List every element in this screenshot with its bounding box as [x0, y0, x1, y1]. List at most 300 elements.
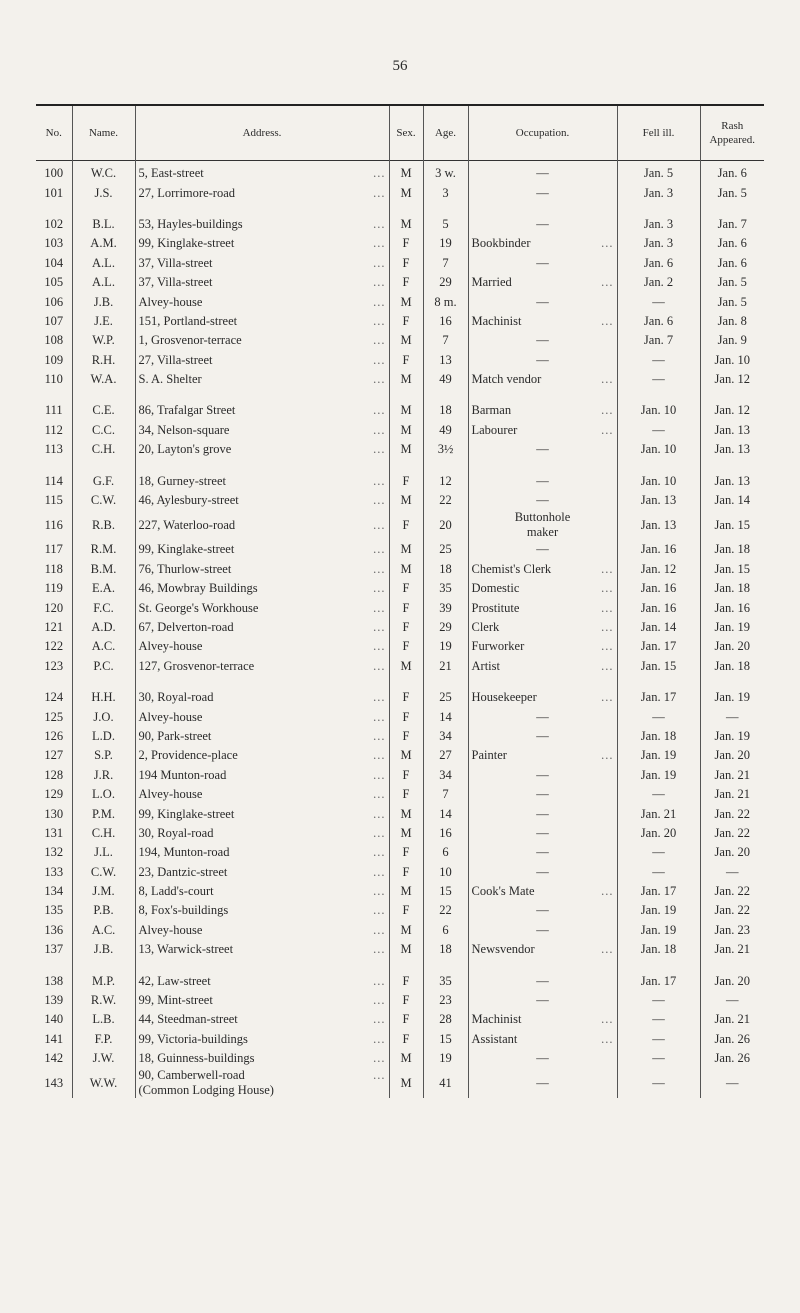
sex-value: F [402, 639, 410, 654]
cell-address [135, 901, 389, 920]
cell-no [36, 882, 72, 901]
patient-initials: R.H. [91, 352, 116, 367]
cell-no [36, 471, 72, 490]
cell-name [72, 351, 135, 370]
rash-date: Jan. 12 [714, 372, 750, 387]
cell-occupation [468, 657, 617, 676]
cell-rash [700, 727, 764, 746]
leader-dots: ... [373, 493, 386, 508]
occupation-text: Newsvendor [471, 942, 535, 957]
patient-initials: B.M. [90, 561, 117, 576]
case-number: 112 [44, 422, 63, 437]
cell-name [72, 727, 135, 746]
table-row [36, 746, 764, 765]
case-number: 101 [44, 185, 64, 200]
rash-date: Jan. 10 [714, 352, 750, 367]
cell-name [72, 491, 135, 510]
cell-address [135, 471, 389, 490]
address-text: Alvey-house [138, 639, 203, 654]
occupation-line: Buttonhole [514, 510, 571, 525]
sex-value: M [400, 372, 412, 387]
cell-no [36, 560, 72, 579]
case-number: 121 [44, 620, 64, 634]
spacer-cell [72, 959, 135, 971]
patient-initials: G.F. [92, 473, 115, 488]
rash-date: Jan. 16 [714, 600, 750, 615]
cell-sex [389, 183, 423, 202]
cell-address [135, 440, 389, 459]
leader-dots: ... [373, 690, 386, 705]
cell-fell-ill [617, 1030, 700, 1049]
cell-fell-ill [617, 863, 700, 882]
address-text: 8, Fox's-buildings [138, 903, 229, 918]
cell-fell-ill [617, 940, 700, 959]
cell-name [72, 637, 135, 656]
leader-dots: ... [373, 1012, 386, 1027]
cell-no [36, 940, 72, 959]
spacer-cell [423, 203, 468, 215]
cell-age [423, 598, 468, 617]
cell-address [135, 421, 389, 440]
page-number: 56 [392, 58, 408, 74]
address-text: 44, Steedman-street [138, 1012, 238, 1027]
cell-fell-ill [617, 921, 700, 940]
cell-no [36, 657, 72, 676]
age-value: 16 [439, 825, 452, 840]
cell-address [135, 824, 389, 843]
cell-name [72, 921, 135, 940]
sex-value: F [402, 864, 410, 879]
cell-no [36, 707, 72, 726]
patient-initials: W.A. [90, 372, 117, 387]
leader-dots: ... [373, 333, 386, 348]
cell-sex [389, 863, 423, 882]
cell-occupation [468, 254, 617, 273]
rash-date: Jan. 18 [714, 542, 750, 557]
leader-dots: ... [373, 372, 386, 387]
case-number: 136 [44, 922, 64, 937]
age-value: 21 [439, 658, 452, 673]
header-name: Name. [72, 106, 135, 160]
fell-ill-date: Jan. 17 [640, 973, 677, 988]
address-text: 8, Ladd's-court [138, 884, 214, 899]
cell-sex [389, 579, 423, 598]
address-text: 99, Mint-street [138, 993, 213, 1008]
rash-date: Jan. 13 [714, 473, 750, 488]
rash-date: Jan. 13 [714, 422, 750, 437]
cell-name [72, 273, 135, 292]
fell-ill-date: Jan. 3 [643, 185, 674, 200]
cell-name [72, 560, 135, 579]
fell-ill-date: Jan. 10 [640, 403, 677, 418]
leader-dots: ... [373, 216, 386, 231]
occupation-text: — [536, 845, 549, 860]
fell-ill-date: Jan. 15 [640, 658, 677, 673]
leader-dots: ... [601, 658, 614, 673]
cell-occupation [468, 215, 617, 234]
table-row [36, 882, 764, 901]
leader-dots: ... [373, 728, 386, 743]
table-row [36, 991, 764, 1010]
patient-initials: C.E. [92, 403, 115, 418]
spacer-cell [135, 959, 389, 971]
cell-fell-ill [617, 312, 700, 331]
cell-fell-ill [617, 882, 700, 901]
table-row [36, 579, 764, 598]
spacer-cell [617, 959, 700, 971]
occupation-text: — [536, 825, 549, 840]
cell-rash [700, 843, 764, 862]
cell-occupation [468, 471, 617, 490]
patient-initials: L.O. [92, 787, 115, 802]
cell-name [72, 370, 135, 389]
cell-fell-ill [617, 598, 700, 617]
leader-dots: ... [373, 442, 386, 457]
address-text: 76, Thurlow-street [138, 561, 232, 576]
cell-occupation [468, 804, 617, 823]
age-value: 29 [439, 275, 452, 290]
sex-value: M [400, 216, 412, 231]
address-text: 27, Villa-street [138, 352, 213, 367]
rash-date: Jan. 23 [714, 922, 750, 937]
table-row [36, 921, 764, 940]
rash-date: Jan. 26 [714, 1031, 750, 1046]
fell-ill-date: Jan. 17 [640, 639, 677, 654]
age-value: 19 [439, 1051, 452, 1066]
table-row [36, 401, 764, 420]
sex-value: F [402, 473, 410, 488]
cell-no [36, 991, 72, 1010]
cell-address [135, 510, 389, 540]
patient-initials: J.S. [94, 185, 113, 200]
leader-dots: ... [373, 1051, 386, 1066]
cell-occupation [468, 1049, 617, 1068]
age-value: 22 [439, 493, 452, 508]
sex-value: F [402, 620, 410, 634]
cell-address [135, 1010, 389, 1029]
leader-dots: ... [373, 845, 386, 860]
fell-ill-date: Jan. 2 [643, 275, 674, 290]
fell-ill-date: — [652, 787, 665, 802]
address-text: 99, Kinglake-street [138, 236, 235, 251]
case-number: 124 [44, 690, 64, 705]
leader-dots: ... [601, 236, 614, 251]
leader-dots: ... [373, 825, 386, 840]
occupation-text: — [536, 864, 549, 879]
cell-address [135, 331, 389, 350]
leader-dots: ... [373, 403, 386, 418]
sex-value: M [400, 333, 412, 348]
sex-value: M [400, 748, 412, 763]
sex-value: F [402, 275, 410, 290]
cell-rash [700, 215, 764, 234]
cell-age [423, 1068, 468, 1098]
spacer-cell [389, 676, 423, 688]
cell-sex [389, 254, 423, 273]
fell-ill-date: — [652, 294, 665, 309]
case-number: 137 [44, 942, 64, 957]
cell-sex [389, 746, 423, 765]
address-text: 1, Grosvenor-terrace [138, 333, 242, 348]
cell-no [36, 921, 72, 940]
fell-ill-date: — [652, 845, 665, 860]
rash-date: Jan. 22 [714, 806, 750, 821]
cell-name [72, 254, 135, 273]
cell-no [36, 785, 72, 804]
spacer-cell [72, 389, 135, 401]
sex-value: M [400, 442, 412, 457]
table-row [36, 785, 764, 804]
address-text: 151, Portland-street [138, 313, 238, 328]
cell-occupation [468, 331, 617, 350]
occupation-text: — [536, 1075, 549, 1090]
patient-initials: J.B. [93, 942, 114, 957]
cell-occupation [468, 766, 617, 785]
patient-initials: R.M. [90, 542, 117, 557]
rash-date: Jan. 22 [714, 884, 750, 899]
occupation-text: Machinist [471, 313, 522, 328]
table-row [36, 273, 764, 292]
cell-sex [389, 1010, 423, 1029]
address-text: 18, Gurney-street [138, 473, 226, 488]
cell-rash [700, 421, 764, 440]
fell-ill-date: Jan. 10 [640, 442, 677, 457]
sex-value: F [402, 600, 410, 615]
cell-address [135, 254, 389, 273]
address-text: Alvey-house [138, 787, 203, 802]
address-text: 37, Villa-street [138, 255, 213, 270]
rash-date: Jan. 12 [714, 403, 750, 418]
cell-fell-ill [617, 746, 700, 765]
sex-value: M [400, 825, 412, 840]
table-row [36, 351, 764, 370]
table-row [36, 440, 764, 459]
cell-age [423, 921, 468, 940]
leader-dots: ... [601, 639, 614, 654]
sex-value: M [400, 942, 412, 957]
cell-age [423, 688, 468, 707]
cell-sex [389, 1068, 423, 1098]
case-number: 108 [44, 333, 64, 348]
occupation-text: Machinist [471, 1012, 522, 1027]
cell-address [135, 351, 389, 370]
leader-dots: ... [373, 275, 386, 290]
cell-age [423, 254, 468, 273]
cell-fell-ill [617, 657, 700, 676]
cell-sex [389, 351, 423, 370]
occupation-text: — [536, 767, 549, 782]
cell-fell-ill [617, 401, 700, 420]
rash-date: — [726, 709, 739, 724]
leader-dots: ... [601, 313, 614, 328]
cell-name [72, 1068, 135, 1098]
cell-fell-ill [617, 901, 700, 920]
smallpox-cases-table [36, 106, 764, 1098]
cell-age [423, 804, 468, 823]
address-text: 99, Victoria-buildings [138, 1031, 248, 1046]
cell-sex [389, 921, 423, 940]
cell-sex [389, 637, 423, 656]
patient-initials: W.P. [92, 333, 115, 348]
occupation-text: Bookbinder [471, 236, 531, 251]
patient-initials: W.W. [89, 1075, 118, 1090]
cell-sex [389, 312, 423, 331]
fell-ill-date: — [652, 372, 665, 387]
cell-rash [700, 160, 764, 183]
cell-rash [700, 183, 764, 202]
fell-ill-date: Jan. 14 [640, 620, 677, 634]
cell-rash [700, 882, 764, 901]
patient-initials: E.A. [92, 581, 115, 596]
sex-value: M [400, 422, 412, 437]
case-number: 140 [44, 1012, 64, 1027]
table-row [36, 804, 764, 823]
header-fell-ill: Fell ill. [617, 106, 700, 160]
fell-ill-date: Jan. 7 [643, 333, 674, 348]
cell-address [135, 401, 389, 420]
cell-name [72, 312, 135, 331]
spacer-cell [423, 389, 468, 401]
cell-address [135, 657, 389, 676]
spacer-cell [135, 203, 389, 215]
cell-name [72, 1010, 135, 1029]
spacer-cell [72, 676, 135, 688]
spacer-row [36, 676, 764, 688]
cell-sex [389, 471, 423, 490]
address-text: 67, Delverton-road [138, 620, 234, 634]
cell-occupation [468, 1030, 617, 1049]
cell-address [135, 160, 389, 183]
cell-no [36, 183, 72, 202]
age-value: 3 [442, 185, 449, 200]
cell-age [423, 160, 468, 183]
sex-value: M [400, 922, 412, 937]
cell-no [36, 1030, 72, 1049]
occupation-text: — [536, 709, 549, 724]
sex-value: M [400, 542, 412, 557]
cell-fell-ill [617, 1010, 700, 1029]
spacer-cell [468, 959, 617, 971]
cell-age [423, 657, 468, 676]
address-text: Alvey-house [138, 922, 203, 937]
occupation-text: — [536, 993, 549, 1008]
cell-sex [389, 401, 423, 420]
address-text: 227, Waterloo-road [138, 517, 236, 532]
table-row [36, 707, 764, 726]
cell-address [135, 491, 389, 510]
fell-ill-date: — [652, 1031, 665, 1046]
occupation-text: Painter [471, 748, 507, 763]
leader-dots: ... [601, 884, 614, 899]
cell-address [135, 804, 389, 823]
leader-dots: ... [601, 600, 614, 615]
cell-address [135, 579, 389, 598]
spacer-cell [617, 389, 700, 401]
cell-sex [389, 843, 423, 862]
fell-ill-date: Jan. 16 [640, 600, 677, 615]
occupation-text: Clerk [471, 620, 500, 634]
cell-rash [700, 1049, 764, 1068]
cell-occupation [468, 921, 617, 940]
cell-occupation [468, 940, 617, 959]
cell-occupation [468, 560, 617, 579]
cell-address [135, 746, 389, 765]
cell-rash [700, 804, 764, 823]
address-text: 99, Kinglake-street [138, 806, 235, 821]
sex-value: F [402, 787, 410, 802]
cell-name [72, 234, 135, 253]
case-number: 131 [44, 825, 64, 840]
header-age: Age. [423, 106, 468, 160]
cell-fell-ill [617, 971, 700, 990]
address-text: S. A. Shelter [138, 372, 202, 387]
rash-date: Jan. 20 [714, 845, 750, 860]
table-row [36, 618, 764, 637]
cell-name [72, 160, 135, 183]
cell-age [423, 707, 468, 726]
case-number: 115 [44, 493, 63, 508]
address-text: 30, Royal-road [138, 825, 214, 840]
case-number: 114 [44, 473, 63, 488]
spacer-cell [135, 389, 389, 401]
cell-rash [700, 273, 764, 292]
cell-name [72, 657, 135, 676]
rash-date: Jan. 13 [714, 442, 750, 457]
sex-value: F [402, 352, 410, 367]
cell-fell-ill [617, 804, 700, 823]
case-number: 126 [44, 728, 64, 743]
table-row [36, 657, 764, 676]
cell-fell-ill [617, 1049, 700, 1068]
case-number: 138 [44, 973, 64, 988]
address-text: Alvey-house [138, 709, 203, 724]
spacer-cell [36, 676, 72, 688]
leader-dots: ... [373, 166, 386, 181]
cell-occupation [468, 901, 617, 920]
sex-value: M [400, 561, 412, 576]
rash-date: Jan. 6 [717, 255, 747, 270]
fell-ill-date: — [652, 864, 665, 879]
spacer-cell [700, 676, 764, 688]
sex-value: F [402, 1031, 410, 1046]
cell-rash [700, 940, 764, 959]
cell-name [72, 540, 135, 559]
table-row [36, 598, 764, 617]
sex-value: F [402, 973, 410, 988]
fell-ill-date: — [652, 993, 665, 1008]
cell-name [72, 766, 135, 785]
case-number: 103 [44, 236, 64, 251]
cell-address [135, 940, 389, 959]
cell-no [36, 510, 72, 540]
table-row [36, 510, 764, 540]
cell-sex [389, 882, 423, 901]
rash-date: — [726, 1075, 739, 1090]
cell-no [36, 824, 72, 843]
cell-age [423, 370, 468, 389]
occupation-text: — [536, 294, 549, 309]
cell-address [135, 882, 389, 901]
spacer-cell [423, 959, 468, 971]
cell-age [423, 746, 468, 765]
table-row [36, 1049, 764, 1068]
cell-name [72, 991, 135, 1010]
cell-rash [700, 510, 764, 540]
table-row [36, 688, 764, 707]
patient-initials: J.B. [93, 294, 114, 309]
table-row [36, 331, 764, 350]
cell-address [135, 637, 389, 656]
